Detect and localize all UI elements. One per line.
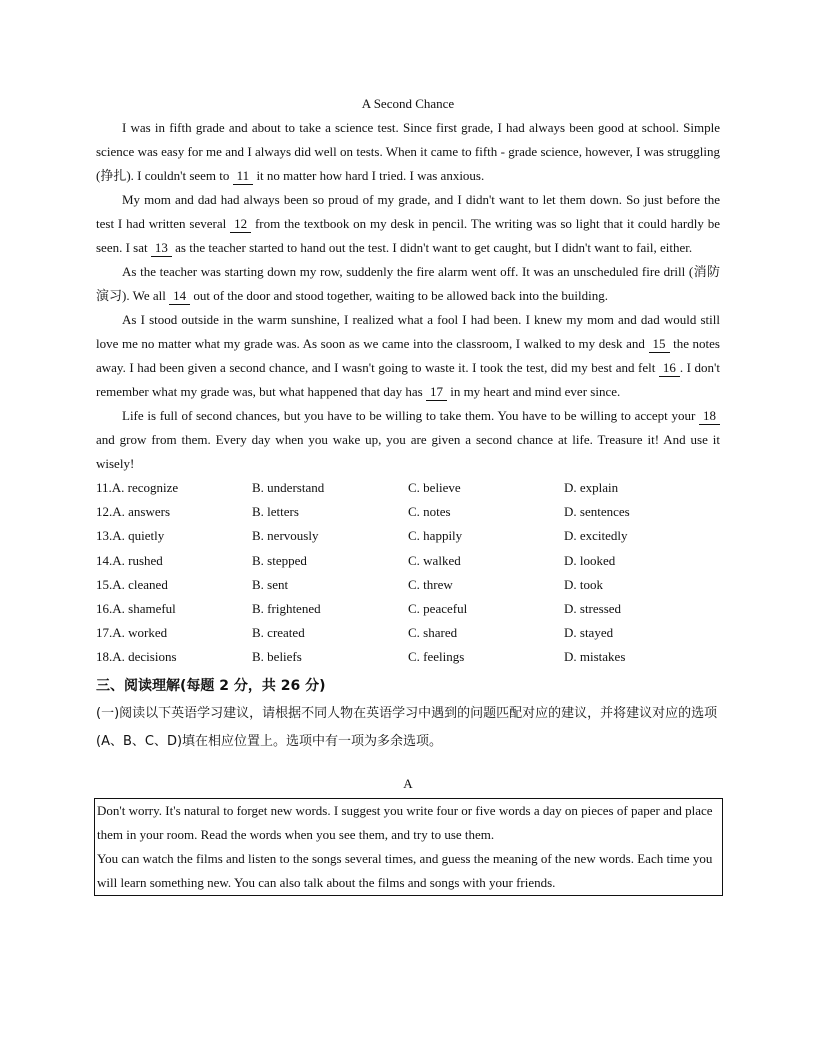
- option-b: B. nervously: [252, 528, 319, 544]
- text-segment: in my heart and mind ever since.: [446, 384, 621, 399]
- option-d: D. mistakes: [564, 649, 626, 665]
- advice-box: [94, 798, 723, 896]
- text-segment: As the teacher was starting down my row, suddenly the fire alarm went off. It was an unscheduled fire drill (消防演习). We all: [96, 264, 720, 303]
- option-b: B. created: [252, 625, 305, 641]
- section-heading: 三、阅读理解(每题 2 分，共 26 分): [96, 677, 326, 694]
- blank-18: 18: [699, 408, 720, 425]
- option-c: C. shared: [408, 625, 458, 641]
- option-b: B. understand: [252, 480, 325, 495]
- option-b: B. beliefs: [252, 649, 302, 665]
- text-segment: and grow from them. Every day when you wake up, you are given a second chance at life. Treasure it! And use it wisely!: [96, 432, 720, 471]
- option-c: C. happily: [408, 528, 463, 544]
- option-d: D. looked: [564, 552, 616, 568]
- option-a: 12.A. answers: [96, 504, 171, 520]
- option-a: 15.A. cleaned: [96, 576, 168, 592]
- option-a: 16.A. shameful: [96, 600, 176, 616]
- option-d: D. excitedly: [564, 528, 628, 544]
- paragraph-2: [96, 188, 720, 260]
- advice-paragraph-1: Don't worry. It's natural to forget new words. I suggest you write four or five words a day on pieces of paper and place them in your room. Read the words when you see them, and try to use them.: [97, 802, 713, 842]
- option-row-13: [96, 524, 720, 548]
- paragraph-5: [96, 404, 720, 476]
- paragraph-4: [96, 308, 720, 404]
- option-a: 14.A. rushed: [96, 552, 163, 568]
- option-c: C. threw: [408, 576, 453, 592]
- blank-15: 15: [649, 336, 670, 353]
- option-d: D. stayed: [564, 625, 614, 641]
- blank-16: 16: [659, 360, 680, 377]
- options-list: [96, 476, 720, 670]
- text-segment: the notes away. I had been given a second chance, and I wasn't going to waste it. I took the test, did my best and felt: [96, 336, 720, 375]
- section-instruction: (一)阅读以下英语学习建议，请根据不同人物在英语学习中遇到的问题匹配对应的建议，并将建议对应的选项(A、B、C、D)填在相应位置上。选项中有一项为多余选项。: [96, 705, 718, 749]
- blank-13: 13: [151, 240, 172, 257]
- option-row-18: [96, 645, 720, 669]
- text-segment: . I don't remember what my grade was, but what happened that day has: [96, 360, 720, 399]
- option-row-11: [96, 476, 720, 500]
- text-segment: as the teacher started to hand out the test. I didn't want to get caught, but I didn't want to fail, either.: [171, 240, 693, 255]
- text-segment: out of the door and stood together, waiting to be allowed back into the building.: [190, 288, 609, 303]
- option-a: 18.A. decisions: [96, 649, 177, 665]
- passage-title: A Second Chance: [361, 96, 455, 111]
- option-c: C. believe: [408, 480, 461, 495]
- subsection-letter: A: [403, 775, 413, 791]
- text-segment: Life is full of second chances, but you have to be willing to take them. You have to be willing to accept your: [122, 408, 699, 423]
- document-page: [96, 92, 720, 896]
- option-c: C. walked: [408, 552, 461, 568]
- text-segment: from the textbook on my desk in pencil. The writing was so light that it could hardly be seen. I sat: [96, 216, 720, 255]
- blank-17: 17: [426, 384, 447, 401]
- option-d: D. explain: [564, 480, 619, 495]
- option-b: B. frightened: [252, 600, 321, 616]
- text-segment: My mom and dad had always been so proud of my grade, and I didn't want to let them down. So just before the test I had written several: [96, 192, 720, 231]
- option-c: C. notes: [408, 504, 451, 520]
- option-row-14: [96, 549, 720, 573]
- paragraph-3: [96, 260, 720, 308]
- text-segment: I was in fifth grade and about to take a science test. Since first grade, I had always been good at school. Simple science was easy for me and I always did well on tests. When it came to fifth - grade science, however, I was struggling (挣扎). I couldn't seem to: [96, 120, 720, 183]
- option-d: D. sentences: [564, 504, 630, 520]
- option-b: B. letters: [252, 504, 299, 520]
- option-d: D. stressed: [564, 600, 622, 616]
- option-row-12: [96, 500, 720, 524]
- advice-paragraph-2: You can watch the films and listen to the songs several times, and guess the meaning of the new words. Each time you will learn something new. You can also talk about the films and songs with your friends.: [97, 850, 713, 890]
- blank-14: 14: [169, 288, 190, 305]
- option-d: D. took: [564, 576, 603, 592]
- option-c: C. feelings: [408, 649, 465, 665]
- option-a: 17.A. worked: [96, 625, 168, 641]
- option-c: C. peaceful: [408, 600, 468, 616]
- text-segment: it no matter how hard I tried. I was anxious.: [253, 168, 485, 183]
- option-row-15: [96, 573, 720, 597]
- option-a: 11.A. recognize: [96, 480, 179, 495]
- blank-12: 12: [230, 216, 251, 233]
- option-b: B. stepped: [252, 552, 307, 568]
- option-a: 13.A. quietly: [96, 528, 165, 544]
- option-b: B. sent: [252, 576, 289, 592]
- option-row-17: [96, 621, 720, 645]
- option-row-16: [96, 597, 720, 621]
- blank-11: 11: [233, 168, 254, 185]
- paragraph-1: [96, 116, 720, 188]
- text-segment: As I stood outside in the warm sunshine, I realized what a fool I had been. I knew my mom and dad would still love me no matter what my grade was. As soon as we came into the classroom, I walked to my desk and: [96, 312, 720, 351]
